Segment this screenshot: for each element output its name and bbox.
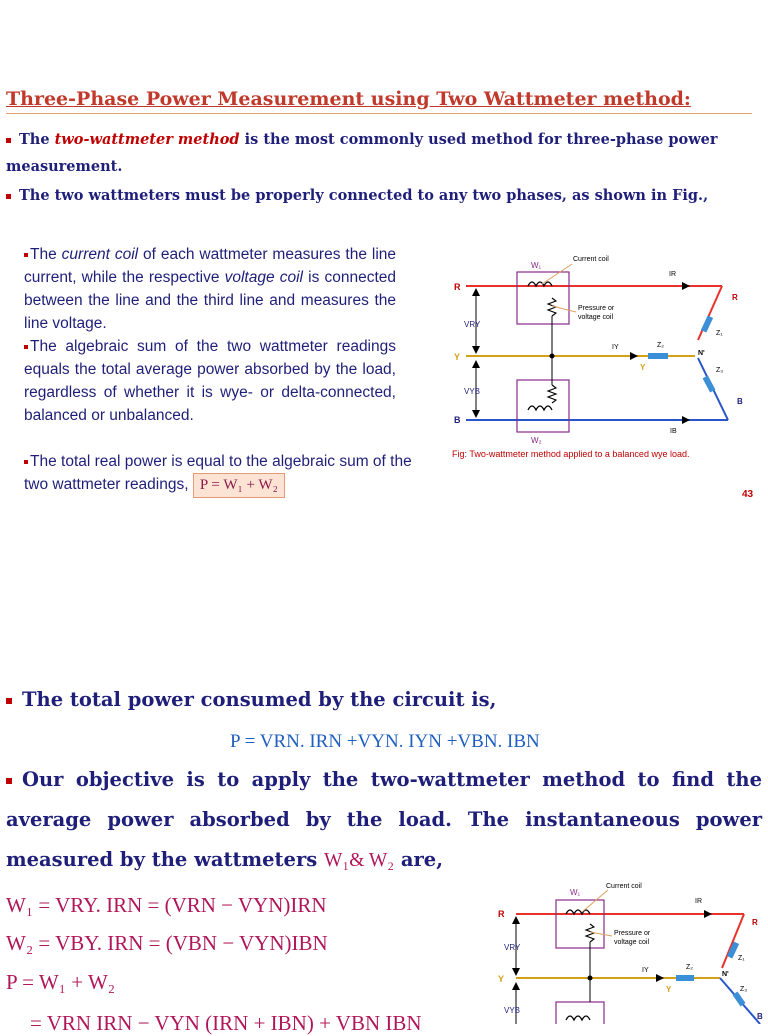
- label-pressure-coil: Pressure or: [578, 305, 615, 312]
- vyb-arrow-head: [512, 982, 520, 990]
- vyb-arrow-head: [472, 360, 480, 368]
- bullet-total-power: [6, 680, 756, 720]
- label-pressure-coil: Pressure or: [614, 930, 651, 937]
- label-vyb: VYB: [504, 1006, 521, 1015]
- vry-arrow-head: [472, 288, 480, 296]
- text: is connected between the line and the third line and measures the line voltage.: [24, 269, 396, 332]
- z2-element: [648, 353, 668, 359]
- label-r: R: [454, 282, 461, 292]
- arrow-ir: [704, 910, 712, 918]
- current-coil-2: [566, 1016, 590, 1020]
- text: of each wattmeter measures the line current, while the respective: [24, 246, 397, 286]
- bullet-marker: [24, 253, 28, 257]
- pressure-coil-pointer: [552, 306, 576, 312]
- bullet-text: The total power consumed by the circuit is,: [22, 688, 497, 711]
- bullet-text: are,: [394, 848, 444, 871]
- label-b-load-2: B: [757, 1012, 763, 1021]
- label-vry: VRY: [504, 943, 521, 952]
- label-z1: Z₁: [716, 330, 723, 337]
- label-y: Y: [454, 352, 461, 362]
- bullet-text: The: [19, 131, 55, 148]
- sub-bullet-current-coil: [24, 243, 396, 335]
- current-coil-pointer: [542, 264, 572, 284]
- bullet-text: is the most commonly used method for three-phase power measurement.: [6, 131, 718, 175]
- label-neutral: N': [698, 350, 705, 357]
- inline-wattmeters: W₁& W₂: [324, 850, 395, 871]
- label-w1: W₁: [570, 888, 581, 897]
- arrow-iy: [630, 352, 638, 360]
- z3-element: [733, 992, 746, 1007]
- label-w1: W₁: [531, 261, 542, 270]
- title-underline-rule: [6, 113, 752, 114]
- label-r-load: R: [752, 918, 758, 927]
- bullet-marker: [6, 698, 12, 704]
- label-voltage-coil: voltage coil: [578, 314, 614, 321]
- bullet-objective: [6, 760, 762, 881]
- label-z3: Z₃: [740, 986, 748, 993]
- z1-element: [701, 315, 713, 332]
- two-wattmeter-figure: [440, 250, 760, 465]
- emphasis-term: two-wattmeter method: [54, 131, 240, 148]
- text: The algebraic sum of the two wattmeter readings equals the total average power absorbed by the load, regardless of whether it is wye- or delta-connected, balanced or unbalanced.: [24, 338, 396, 424]
- term: voltage coil: [224, 269, 303, 286]
- label-vyb: VYB: [464, 387, 481, 396]
- label-voltage-coil: voltage coil: [614, 939, 650, 946]
- vyb-arrow-tail: [472, 410, 480, 418]
- arrow-ir: [682, 282, 690, 290]
- equation-p: P = W₁ + W₂: [6, 970, 116, 994]
- junction-dot: [588, 976, 593, 981]
- arrow-ib: [682, 416, 690, 424]
- bullet-text: Our objective is to apply the two-wattmeter method to find the average power absorbed by the load. The instantaneous power measured by the wattmeters: [6, 768, 762, 871]
- two-wattmeter-figure-2: [490, 878, 768, 1024]
- z3-element: [703, 376, 716, 393]
- label-y-load: Y: [640, 363, 646, 372]
- bullet-two-wattmeter: [6, 126, 754, 180]
- vry-arrow-head: [512, 916, 520, 924]
- equation-w1: W₁ = VRY. IRN = (VRN − VYN)IRN: [6, 893, 327, 917]
- label-ir: IR: [695, 898, 702, 905]
- wattmeter-w1-box: [556, 900, 604, 948]
- page-number: 43: [742, 489, 754, 500]
- vry-arrow-tail: [512, 968, 520, 976]
- label-current-coil: Current coil: [606, 883, 642, 890]
- text: The total real power is equal to the algebraic sum of the two wattmeter readings,: [24, 453, 412, 493]
- equation-expansion: = VRN IRN − VYN (IRN + IBN) + VBN IBN: [30, 1011, 422, 1035]
- label-ib: IB: [670, 428, 677, 435]
- label-ir: IR: [669, 271, 676, 278]
- label-r-load: R: [732, 293, 738, 302]
- term: current coil: [61, 246, 139, 263]
- label-vry: VRY: [464, 320, 481, 329]
- label-w2: W₂: [531, 436, 542, 445]
- wattmeter-w2-box: [556, 1002, 604, 1024]
- figure-caption: Fig: Two-wattmeter method applied to a balanced wye load.: [452, 449, 690, 459]
- bullet-marker: [24, 345, 28, 349]
- label-y-load: Y: [666, 985, 672, 994]
- bullet-text: The two wattmeters must be properly connected to any two phases, as shown in Fig.,: [19, 187, 709, 204]
- formula-box: P = W₁ + W₂: [193, 473, 285, 498]
- arrow-iy: [656, 974, 664, 982]
- label-iy: IY: [642, 967, 649, 974]
- label-y: Y: [498, 974, 505, 984]
- sub-bullet-algebraic-sum: [24, 335, 396, 427]
- equation-total-power: P = VRN. IRN +VYN. IYN +VBN. IBN: [230, 731, 540, 752]
- bullet-marker: [6, 194, 11, 199]
- label-z1: Z₁: [738, 955, 745, 962]
- bullet-marker: [24, 460, 28, 464]
- bullet-connections: [6, 182, 754, 209]
- bullet-marker: [6, 778, 12, 784]
- label-current-coil: Current coil: [573, 256, 609, 263]
- label-z2: Z₂: [686, 964, 693, 971]
- label-r: R: [498, 909, 505, 919]
- sub-bullet-total-power: [24, 450, 424, 498]
- junction-dot: [550, 354, 555, 359]
- current-coil-2: [528, 406, 552, 410]
- label-z2: Z₂: [657, 342, 664, 349]
- wattmeter-w1-box: [517, 272, 569, 324]
- z2-element: [676, 975, 694, 981]
- wattmeter-w2-box: [517, 380, 569, 432]
- slide-title: Three-Phase Power Measurement using Two Wattmeter method:: [6, 88, 691, 110]
- label-iy: IY: [612, 344, 619, 351]
- voltage-coil-2: [548, 385, 556, 403]
- text: The: [30, 246, 62, 263]
- vry-arrow-tail: [472, 346, 480, 354]
- label-b: B: [454, 415, 461, 425]
- label-neutral: N': [722, 971, 729, 978]
- bullet-marker: [6, 138, 11, 143]
- pressure-coil-pointer: [590, 932, 612, 936]
- equation-w2: W₂ = VBY. IRN = (VBN − VYN)IBN: [6, 931, 328, 955]
- label-z3: Z₃: [716, 367, 724, 374]
- label-b-load: B: [737, 397, 743, 406]
